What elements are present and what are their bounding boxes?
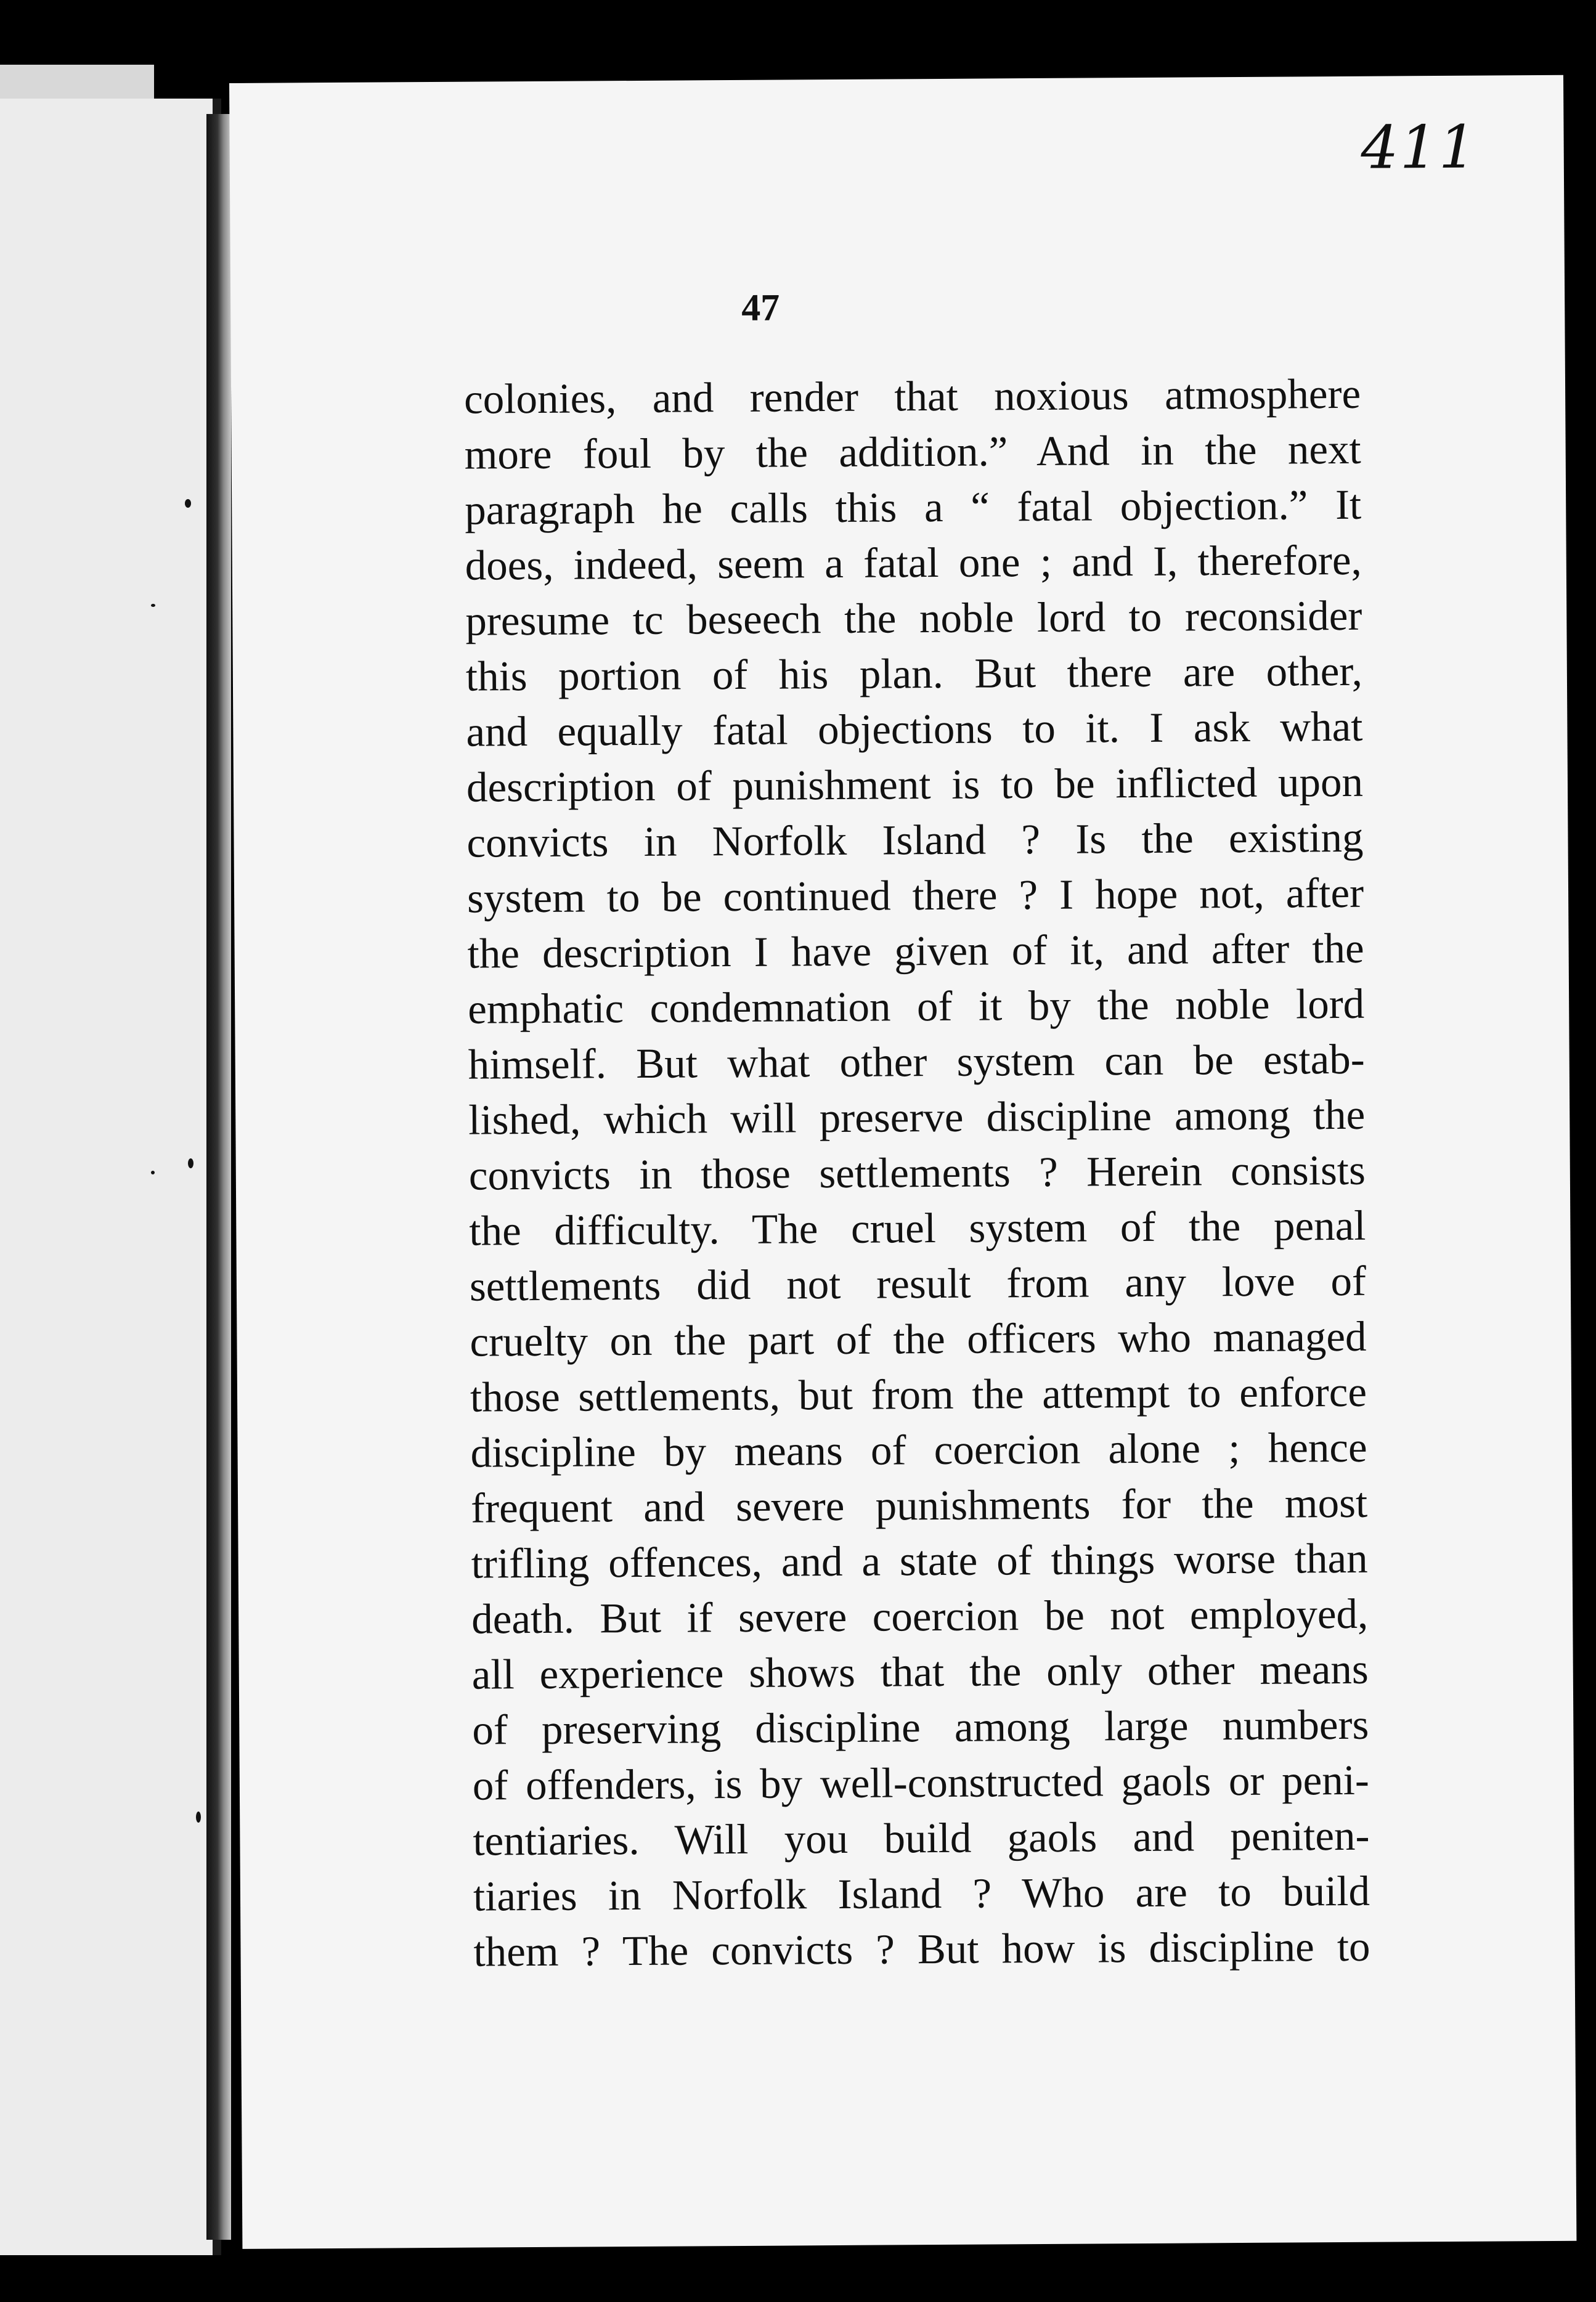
text-line: paragraph he calls this a “ fatal objection.” It [465,481,1362,534]
text-line: convicts in those settlements ? Herein consists [468,1146,1366,1199]
previous-page-edge [0,99,221,2255]
book-page [229,75,1576,2249]
text-line: the difficulty. The cruel system of the penal [469,1202,1366,1255]
dust-speck [196,1812,201,1823]
dust-speck [185,499,191,508]
text-line: of offenders, is by well-constructed gaols or peni- [472,1756,1370,1809]
text-line: presume tc beseech the noble lord to reconsider [465,592,1362,645]
text-line: does, indeed, seem a fatal one ; and I, therefore, [465,536,1362,589]
text-line: settlements did not result from any love of [469,1257,1367,1310]
text-line: colonies, and render that noxious atmosphere [463,370,1361,423]
dust-speck [151,1171,155,1174]
body-text [464,366,1370,1980]
text-line: cruelty on the part of the officers who managed [470,1312,1367,1365]
dust-speck [188,1158,193,1168]
text-line: death. But if severe coercion be not employed, [471,1590,1369,1643]
text-line: of preserving discipline among large numbers [472,1701,1369,1754]
text-line: lished, which will preserve discipline among the [468,1091,1366,1144]
text-line: them ? The convicts ? But how is discipline to [473,1922,1370,1975]
text-line: description of punishment is to be inflicted upon [466,758,1364,811]
text-line: himself. But what other system can be estab- [468,1035,1365,1088]
handwritten-folio-number: 411 [1361,112,1478,182]
text-line: emphatic condemnation of it by the noble lord [467,980,1365,1033]
text-line: those settlements, but from the attempt to enforce [470,1368,1367,1421]
text-line: all experience shows that the only other means [471,1645,1369,1698]
text-line: frequent and severe punishments for the most [470,1479,1368,1532]
text-line: convicts in Norfolk Island ? Is the existing [466,813,1364,866]
text-line: discipline by means of coercion alone ; hence [470,1423,1367,1476]
text-line: more foul by the addition.” And in the next [464,425,1361,478]
text-line: and equally fatal objections to it. I ask what [466,702,1363,755]
dust-speck [151,604,155,607]
text-line: tiaries in Norfolk Island ? Who are to build [473,1867,1370,1920]
text-line: the description I have given of it, and after the [467,924,1364,977]
book-gutter-shadow [206,114,231,2240]
page-number: 47 [741,287,780,329]
text-line: this portion of his plan. But there are other, [465,647,1363,700]
text-line: tentiaries. Will you build gaols and peniten- [473,1812,1370,1865]
text-line: trifling offences, and a state of things worse than [471,1534,1368,1587]
previous-page-top-edge [0,65,154,102]
text-line: system to be continued there ? I hope not, after [466,869,1364,922]
